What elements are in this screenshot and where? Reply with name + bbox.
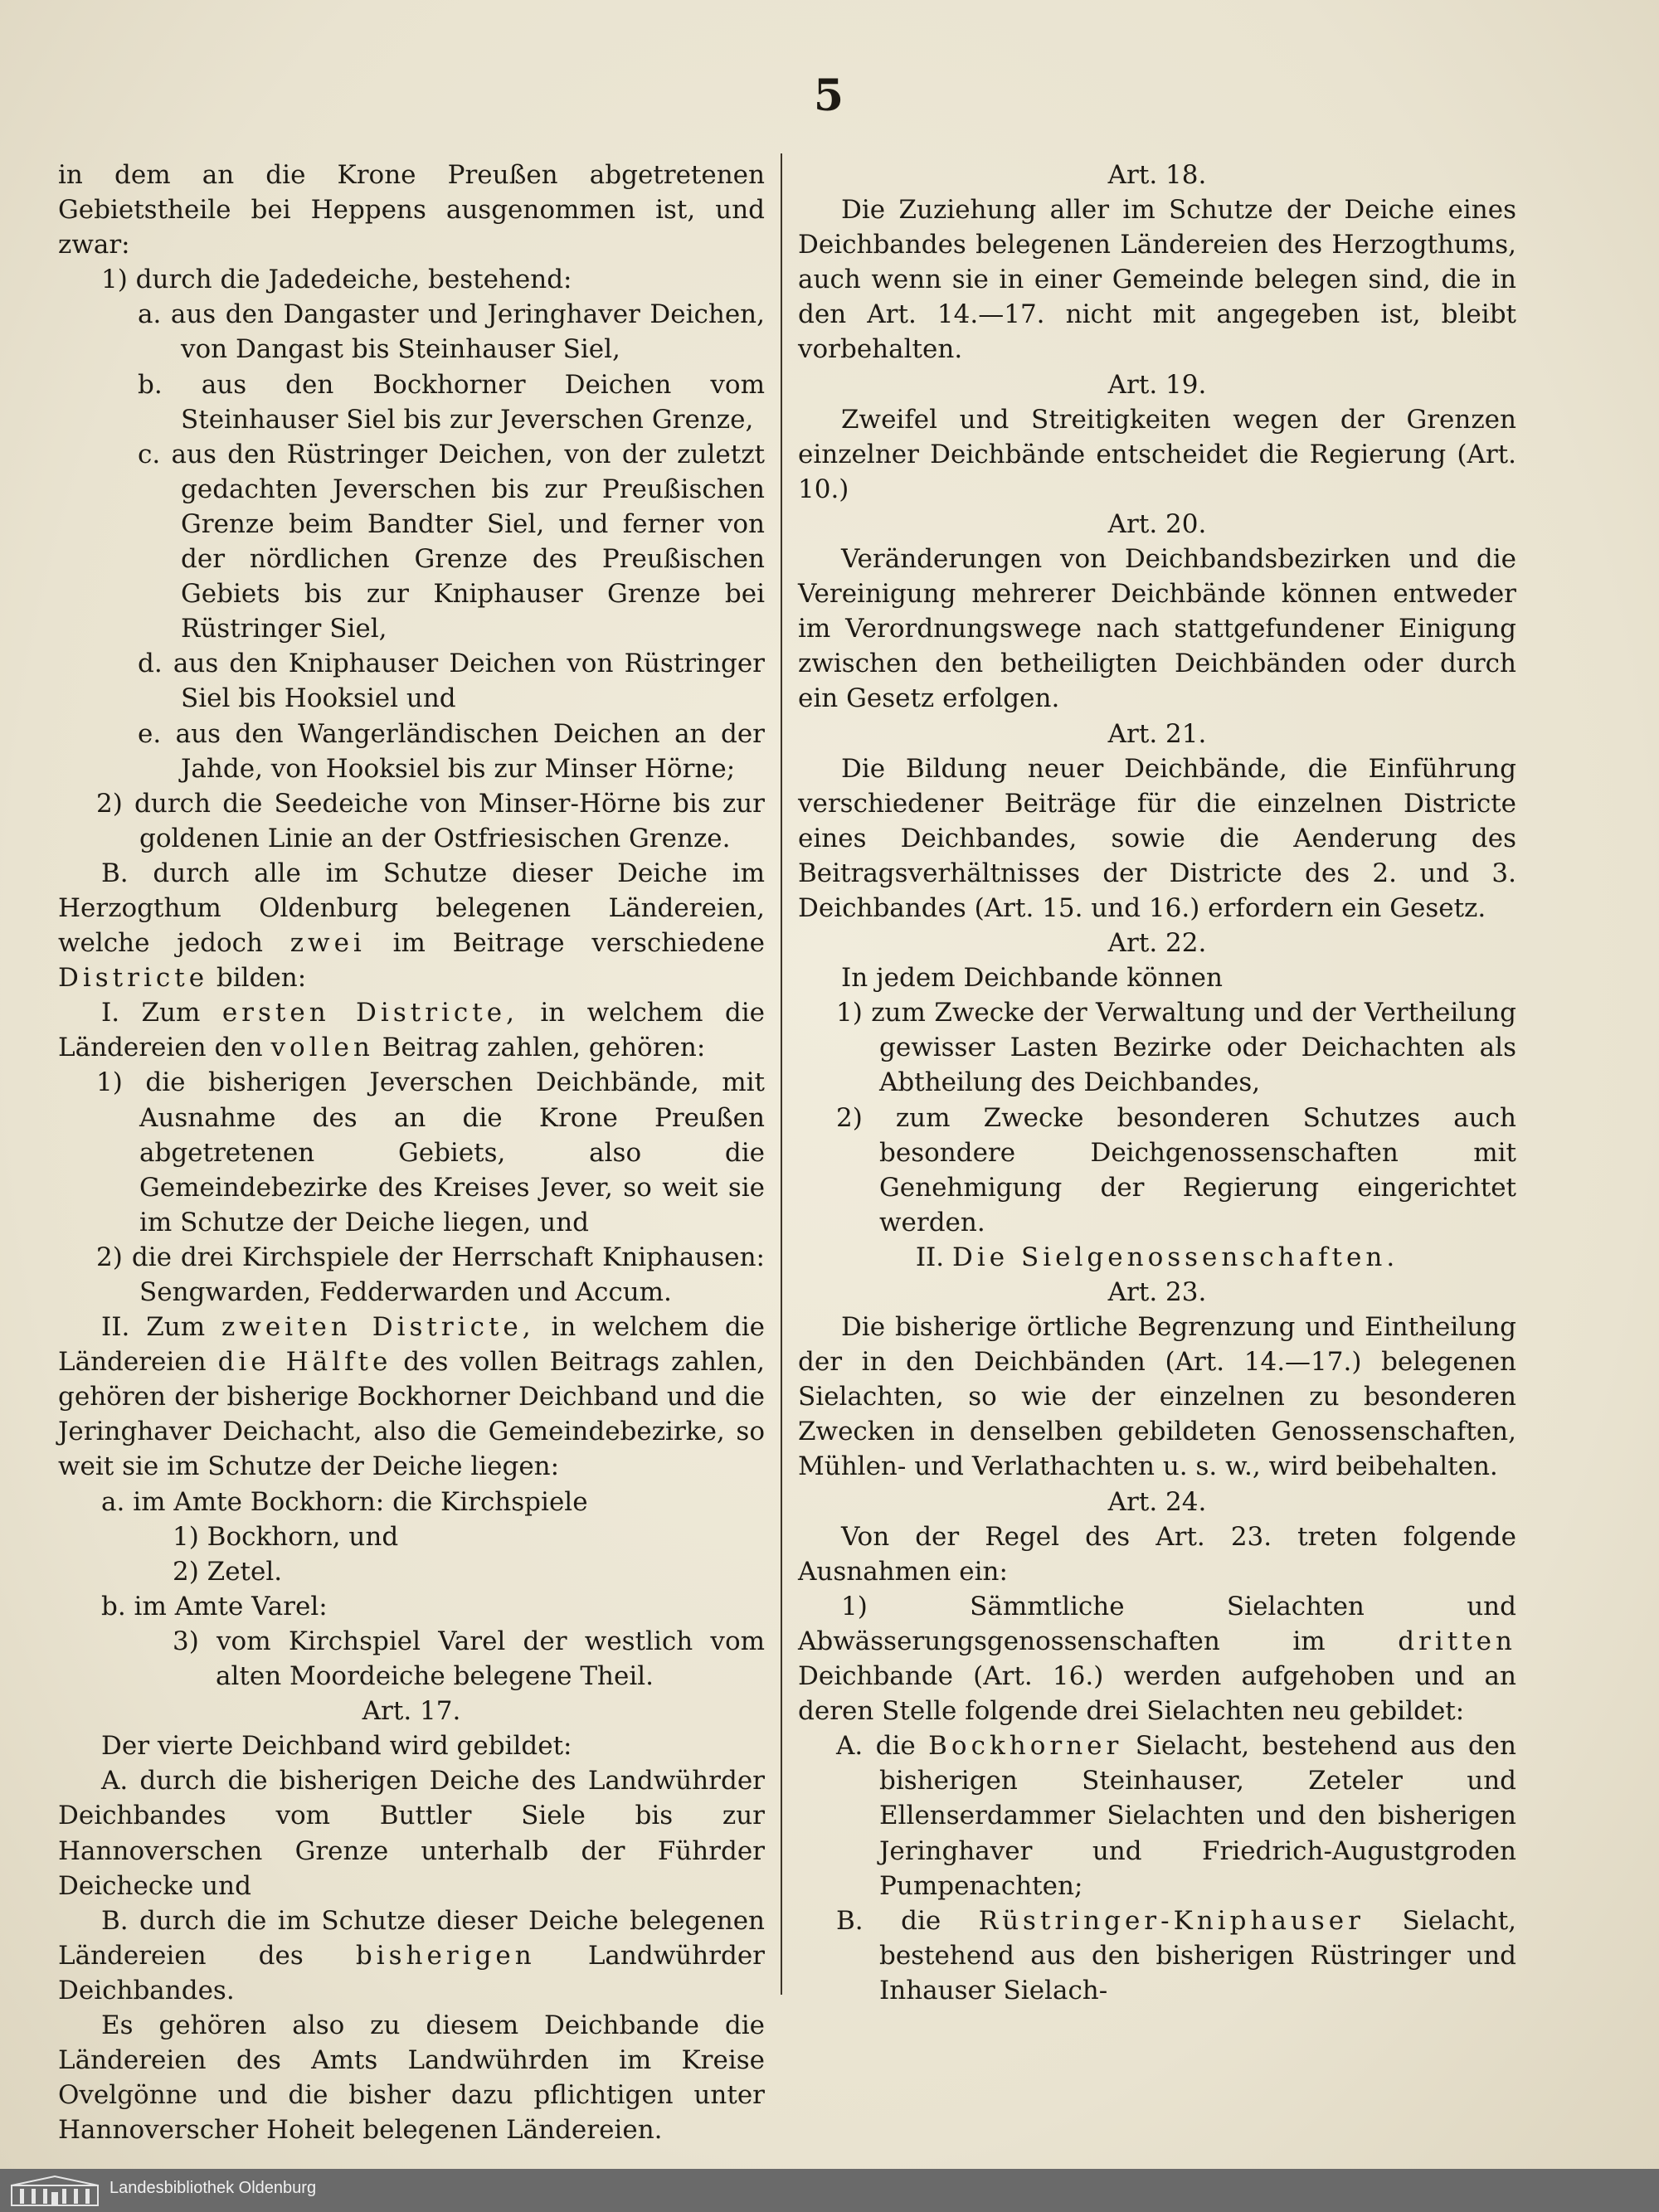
text-run: B. die — [836, 1905, 941, 1936]
text-run: II. Zum — [101, 1312, 206, 1343]
list-item: 1) durch die Jadedeiche, bestehend: — [101, 265, 572, 295]
paragraph: in dem an die Krone Preußen abgetretenen Gebietstheile bei Heppens ausgenommen ist, und zwar: — [58, 160, 765, 260]
column-divider — [781, 153, 782, 1995]
spaced-text: Districte — [58, 963, 209, 994]
paragraph: Es gehören also zu diesem Deichbande die Ländereien des Amts Landwührden im Kreise Ovelgönne und die bisher dazu pflichtigen unter Hannoverscher Hoheit belegenen Ländereien. — [58, 2010, 765, 2146]
paragraph — [58, 1903, 765, 2008]
spaced-text: zwei — [289, 928, 366, 959]
list-item: 2) die drei Kirchspiele der Herrschaft Kniphausen: Sengwarden, Fedderwarden und Accum. — [96, 1242, 765, 1307]
article-heading: Art. 18. — [1107, 160, 1207, 190]
paragraph: Die Zuziehung aller im Schutze der Deiche eines Deichbandes belegenen Ländereien des Herzogthums, auch wenn sie in einer Gemeinde belegen sind, die in den Art. 14.—17. nicht mit angegeben ist, bleibt vorbehalten. — [798, 195, 1516, 365]
article-heading: Art. 17. — [362, 1696, 461, 1727]
article-heading: Art. 24. — [1107, 1486, 1207, 1517]
paragraph — [798, 1589, 1516, 1728]
article-heading: Art. 21. — [1107, 718, 1207, 749]
paragraph: Der vierte Deichband wird gebildet: — [101, 1731, 572, 1762]
article-heading: Art. 19. — [1107, 369, 1207, 400]
list-item: a. im Amte Bockhorn: die Kirchspiele — [101, 1486, 588, 1517]
text-run: I. Zum — [101, 998, 201, 1028]
list-item: 2) zum Zwecke besonderen Schutzes auch besondere Deichgenossenschaften mit Genehmigung der Regierung eingerichtet werden. — [836, 1102, 1516, 1237]
article-heading: Art. 23. — [1107, 1277, 1207, 1307]
list-item: 2) Zetel. — [173, 1556, 283, 1587]
paragraph: Von der Regel des Art. 23. treten folgende Ausnahmen ein: — [798, 1521, 1516, 1587]
text-run: A. die — [836, 1731, 916, 1762]
paragraph — [58, 856, 765, 995]
list-item: c. aus den Rüstringer Deichen, von der zuletzt gedachten Jeverschen bis zur Preußischen Grenze beim Bandter Siel, und ferner von der nördlichen Grenze des Preußischen Gebiets bis zur Kniphauser Grenze bei Rüstringer Siel, — [138, 439, 765, 644]
text-run: B. durch alle im Schutze dieser Deiche im Herzogthum Oldenburg belegenen Ländereien, welche jedoch — [58, 858, 765, 959]
spaced-text: ersten Districte, — [221, 998, 518, 1028]
library-building-icon — [8, 2174, 101, 2207]
paragraph: Veränderungen von Deichbandsbezirken und die Vereinigung mehrerer Deichbände können entweder im Verordnungswege nach stattgefundener Einigung zwischen den betheiligten Deichbänden oder durch ein Gesetz erfolgen. — [798, 544, 1516, 714]
list-item — [798, 1728, 1516, 1903]
list-item: 3) vom Kirchspiel Varel der westlich vom alten Moordeiche belegene Theil. — [173, 1626, 765, 1692]
text-run: Landwührder Deichbandes. — [58, 1940, 765, 2005]
paragraph — [58, 995, 765, 1065]
text-run: Sielacht, bestehend aus den bisherigen Rüstringer und Inhauser Sielach- — [879, 1905, 1517, 2005]
section-heading — [798, 1240, 1516, 1275]
spaced-text: Rüstringer-Kniphauser — [978, 1905, 1365, 1936]
paragraph: Zweifel und Streitigkeiten wegen der Grenzen einzelner Deichbände entscheidet die Regierung (Art. 10.) — [798, 404, 1516, 504]
text-run: Beitrag zahlen, gehören: — [382, 1033, 706, 1063]
right-column — [798, 158, 1516, 2008]
list-item: b. im Amte Varel: — [101, 1591, 328, 1621]
paragraph: Die bisherige örtliche Begrenzung und Eintheilung der in den Deichbänden (Art. 14.—17.) belegenen Sielachten, so wie der einzelnen zu besonderen Zwecken in denselben gebildeten Genossenschaften, Mühlen- und Verlathachten u. s. w., wird beibehalten. — [798, 1312, 1516, 1482]
section-number: II. — [915, 1242, 945, 1272]
text-run: im Beitrage verschiedene — [392, 928, 766, 959]
left-column — [58, 158, 765, 2147]
paragraph — [58, 1310, 765, 1484]
text-run: Sielacht, bestehend aus den bisherigen Steinhauser, Zeteler und Ellenserdammer Sielachten und den bisherigen Jeringhaver und Friedrich-Augustgroden Pumpenachten; — [879, 1731, 1516, 1901]
list-item: e. aus den Wangerländischen Deichen an der Jahde, von Hooksiel bis zur Minser Hörne; — [138, 718, 765, 784]
list-item: b. aus den Bockhorner Deichen vom Steinhauser Siel bis zur Jeverschen Grenze, — [138, 369, 765, 435]
paragraph: A. durch die bisherigen Deiche des Landwührder Deichbandes vom Buttler Siele bis zur Hannoverschen Grenze unterhalb der Führder Deichecke und — [58, 1766, 765, 1901]
list-item: 2) durch die Seedeiche von Minser-Hörne bis zur goldenen Linie an der Ostfriesischen Grenze. — [96, 788, 765, 853]
list-item — [798, 1903, 1516, 2008]
text-run: bilden: — [216, 963, 307, 994]
paragraph: Die Bildung neuer Deichbände, die Einführung verschiedener Beiträge für die einzelnen Districte eines Deichbandes, sowie die Aenderung des Beitragsverhältnisses der Districte des 2. und 3. Deichbandes (Art. 15. und 16.) erfordern ein Gesetz. — [798, 753, 1516, 923]
article-heading: Art. 22. — [1107, 928, 1207, 959]
list-item: 1) die bisherigen Jeverschen Deichbände, mit Ausnahme des an die Krone Preußen abgetretenen Gebiets, also die Gemeindebezirke des Kreises Jever, so weit sie im Schutze der Deiche liegen, und — [96, 1067, 765, 1237]
list-item: 1) zum Zwecke der Verwaltung und der Vertheilung gewisser Lasten Bezirke oder Deichachten als Abtheilung des Deichbandes, — [836, 998, 1516, 1098]
library-name: Landesbibliothek Oldenburg — [109, 2179, 317, 2197]
text-run: 1) Sämmtliche Sielachten und Abwässerungsgenossenschaften im — [798, 1591, 1516, 1656]
spaced-text: die Hälfte — [217, 1347, 392, 1378]
library-footer-bar — [0, 2169, 1659, 2212]
spaced-text: vollen — [270, 1033, 374, 1063]
text-run: in welchem die Ländereien — [58, 1312, 766, 1378]
page-number: 5 — [813, 70, 846, 121]
text-run: B. durch die im Schutze dieser Deiche belegenen Ländereien des — [58, 1905, 765, 1971]
article-heading: Art. 20. — [1107, 508, 1207, 539]
paragraph: In jedem Deichbande können — [841, 963, 1223, 994]
list-item: 1) Bockhorn, und — [173, 1521, 399, 1552]
text-run: Deichbande (Art. 16.) werden aufgehoben und an deren Stelle folgende drei Sielachten neu gebildet: — [798, 1661, 1516, 1727]
list-item: a. aus den Dangaster und Jeringhaver Deichen, von Dangast bis Steinhauser Siel, — [138, 299, 765, 365]
list-item: d. aus den Kniphauser Deichen von Rüstringer Siel bis Hooksiel und — [138, 649, 765, 714]
spaced-text: bisherigen — [355, 1940, 536, 1971]
spaced-text: dritten — [1398, 1626, 1516, 1656]
section-title: Die Sielgenossenschaften. — [952, 1242, 1399, 1272]
text-run: in welchem die Ländereien den — [58, 998, 766, 1063]
spaced-text: zweiten Districte, — [221, 1312, 535, 1343]
text-run: des vollen Beitrags zahlen, gehören der bisherige Bockhorner Deichband und die Jeringhaver Deichacht, also die Gemeindebezirke, so weit sie im Schutze der Deiche liegen: — [58, 1347, 765, 1482]
spaced-text: Bockhorner — [928, 1731, 1123, 1762]
